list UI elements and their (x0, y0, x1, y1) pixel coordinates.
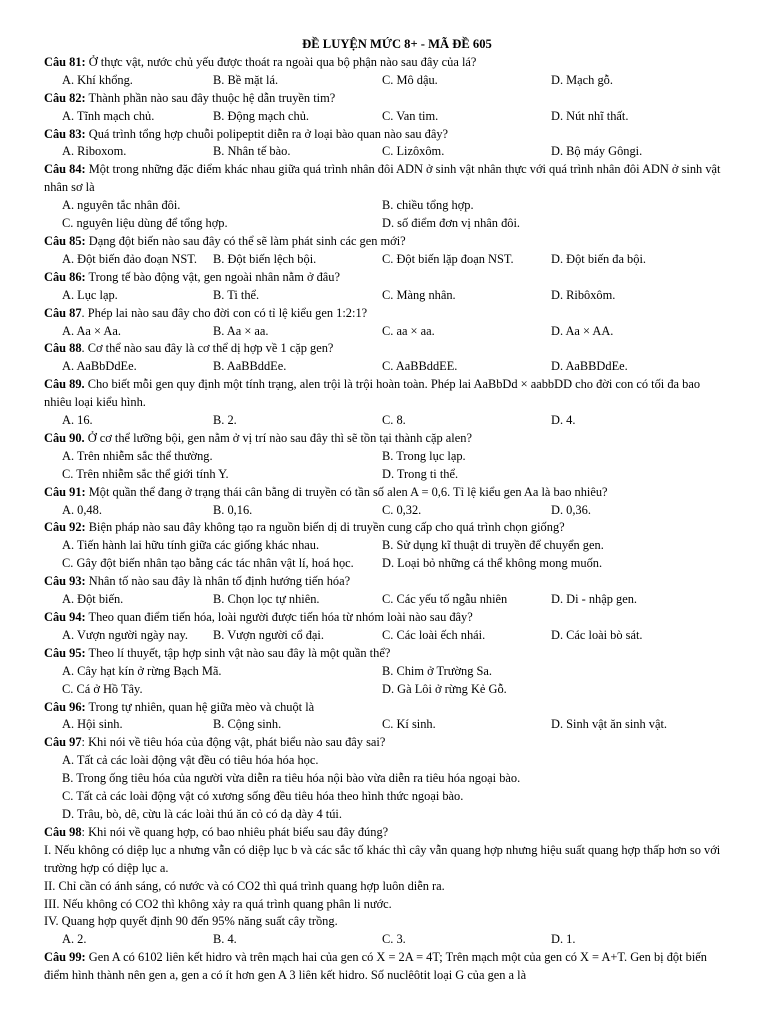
option-b: B. 4. (213, 932, 237, 947)
option-c: C. 8. (382, 413, 406, 428)
question-84 (44, 161, 730, 197)
option-c: C. 3. (382, 932, 406, 947)
question-text: Cho biết mỗi gen quy định một tính trạng, alen trội là trội hoàn toàn. Phép lai AaBbDd × aabbDD cho đời con có tối đa bao nhiêu loại kiểu hình. (44, 377, 701, 410)
option-a: A. Trên nhiễm sắc thể thường. (62, 448, 213, 463)
option-b: B. Bề mặt lá. (213, 72, 279, 87)
answer-row (44, 108, 730, 126)
answer-row (44, 72, 730, 90)
question-83 (44, 126, 730, 144)
question-number: Câu 98 (44, 824, 82, 839)
question-96 (44, 699, 730, 717)
option-b: B. Vượn người cổ đại. (213, 627, 324, 642)
page-title: ĐỀ LUYỆN MỨC 8+ - MÃ ĐỀ 605 (302, 37, 492, 51)
question-text: Một quần thể đang ở trạng thái cân bằng di truyền có tần số alen A = 0,6. Tỉ lệ kiểu gen Aa là bao nhiêu? (85, 484, 608, 499)
answer-row (44, 466, 730, 484)
answer-row (44, 663, 730, 681)
option-a: A. nguyên tắc nhân đôi. (62, 198, 181, 213)
question-text: Một trong những đặc điểm khác nhau giữa quá trình nhân đôi ADN ở sinh vật nhân thực với quá trình nhân đôi ADN ở sinh vật nhân sơ là (44, 162, 721, 195)
question-number: Câu 85: (44, 233, 86, 248)
question-number: Câu 88 (44, 341, 82, 356)
question-number: Câu 84: (44, 162, 86, 177)
option-b: B. Aa × aa. (213, 323, 269, 338)
answer-row (44, 323, 730, 341)
answer-row (44, 931, 730, 949)
option-c: C. Trên nhiễm sắc thể giới tính Y. (62, 466, 229, 481)
statement-1: I. Nếu không có diệp lục a nhưng vẫn có diệp lục b và các sắc tố khác thì cây vẫn quang hợp nhưng hiệu suất quang hợp thấp hơn so với trường hợp có diệp lục a. (44, 842, 721, 875)
question-81 (44, 54, 730, 72)
question-86 (44, 269, 730, 287)
option-c: C. Mô dậu. (382, 72, 438, 87)
option-d: D. Nút nhĩ thất. (551, 108, 629, 123)
option-c: C. Kí sinh. (382, 717, 436, 732)
question-text: Ở cơ thể lưỡng bội, gen nằm ở vị trí nào sau đây thì sẽ tồn tại thành cặp alen? (84, 430, 472, 445)
question-text: . Phép lai nào sau đây cho đời con có tỉ lệ kiểu gen 1:2:1? (81, 305, 368, 320)
question-number: Câu 86: (44, 269, 86, 284)
option-b: B. Chọn lọc tự nhiên. (213, 592, 320, 607)
option-a: A. Tiến hành lai hữu tính giữa các giống khác nhau. (62, 538, 320, 553)
option-a: A. 16. (62, 413, 93, 428)
question-87 (44, 305, 730, 323)
question-93 (44, 573, 730, 591)
option-a: A. Cây hạt kín ở rừng Bạch Mã. (62, 663, 222, 678)
question-text: Thành phần nào sau đây thuộc hệ dẫn truyền tim? (85, 90, 336, 105)
question-90 (44, 430, 730, 448)
question-85 (44, 233, 730, 251)
option-a: A. Riboxom. (62, 144, 127, 159)
answer-row (44, 555, 730, 573)
option-d: D. Trong ti thể. (382, 466, 459, 481)
option-d: D. Di - nhập gen. (551, 592, 638, 607)
question-text: Nhân tố nào sau đây là nhân tố định hướng tiến hóa? (85, 574, 351, 589)
option-d: D. AaBBDdEe. (551, 359, 628, 374)
answer-row (44, 251, 730, 269)
option-a: A. Đột biến đảo đoạn NST. (62, 251, 198, 266)
option-d: D. Ribôxôm. (551, 287, 616, 302)
option-b: B. Trong ống tiêu hóa của người vừa diễn ra tiêu hóa nội bào vừa diễn ra tiêu hóa ngoại bào. (62, 771, 521, 786)
question-text: Theo quan điểm tiến hóa, loài người được tiến hóa từ nhóm loài nào sau đây? (85, 610, 473, 624)
question-number: Câu 82: (44, 90, 86, 105)
option-a: A. Khí khổng. (62, 72, 133, 87)
option-a: A. Hội sinh. (62, 717, 123, 732)
answer-row (44, 197, 730, 215)
question-text: Trong tế bào động vật, gen ngoài nhân nằm ở đâu? (85, 269, 340, 284)
question-text: : Khi nói về tiêu hóa của động vật, phát biểu nào sau đây sai? (81, 735, 386, 750)
question-text: Dạng đột biến nào sau đây có thể sẽ làm phát sinh các gen mới? (85, 233, 406, 248)
option-d: D. Gà Lôi ở rừng Kẻ Gỗ. (382, 681, 507, 696)
question-text: Trong tự nhiên, quan hệ giữa mèo và chuột là (85, 699, 315, 714)
option-c: C. Các loài ếch nhái. (382, 627, 486, 642)
question-number: Câu 97 (44, 735, 82, 750)
question-number: Câu 87 (44, 305, 82, 320)
answer-row (44, 215, 730, 233)
question-92 (44, 519, 730, 537)
option-a: A. Lục lạp. (62, 287, 118, 302)
statement-2: II. Chỉ cần có ánh sáng, có nước và có CO2 thì quá trình quang hợp luôn diễn ra. (44, 878, 445, 893)
option-d: D. Sinh vật ăn sinh vật. (551, 717, 667, 732)
option-c: C. Van tim. (382, 108, 439, 123)
option-c: C. Lizôxôm. (382, 144, 445, 159)
option-d: D. 4. (551, 413, 576, 428)
answer-row (44, 448, 730, 466)
option-a: A. Tất cả các loài động vật đều có tiêu hóa hóa học. (62, 753, 319, 768)
question-99 (44, 949, 730, 985)
option-b: B. Trong lục lạp. (382, 448, 466, 463)
question-text: : Khi nói về quang hợp, có bao nhiêu phát biểu sau đây đúng? (81, 824, 389, 839)
option-c: C. Tất cả các loài động vật có xương sống đều tiêu hóa theo hình thức ngoại bào. (62, 789, 464, 804)
question-number: Câu 93: (44, 574, 86, 589)
question-91 (44, 484, 730, 502)
question-text: Gen A có 6102 liên kết hidro và trên mạch hai của gen có X = 2A = 4T; Trên mạch một của gen có X = A+T. Gen bị đột biến điểm hình thành nên gen a, gen a có ít hơn gen A 3 liên kết hidro. Số nuclêôtit loại G của gen a là (44, 950, 707, 983)
option-c: C. Gây đột biến nhân tạo bằng các tác nhân vật lí, hoá học. (62, 556, 354, 571)
answer-row (44, 537, 730, 555)
option-d: D. Loại bỏ những cá thể không mong muốn. (382, 556, 603, 571)
option-b: B. Sử dụng kĩ thuật di truyền để chuyển gen. (382, 538, 604, 553)
option-c: C. Đột biến lặp đoạn NST. (382, 251, 514, 266)
question-number: Câu 89. (44, 377, 85, 392)
option-b: B. 2. (213, 413, 237, 428)
question-number: Câu 94: (44, 610, 86, 624)
statement-4: IV. Quang hợp quyết định 90 đến 95% năng suất cây trồng. (44, 914, 338, 929)
answer-row (44, 412, 730, 430)
option-a: A. Tĩnh mạch chủ. (62, 108, 155, 123)
option-b: B. 0,16. (213, 502, 253, 517)
question-text: Theo lí thuyết, tập hợp sinh vật nào sau đây là một quần thể? (85, 645, 391, 660)
question-95 (44, 645, 730, 663)
question-number: Câu 95: (44, 645, 86, 660)
option-c: C. Các yếu tố ngẫu nhiên (382, 592, 508, 607)
option-d: D. Trâu, bò, dê, cừu là các loài thú ăn cỏ có dạ dày 4 túi. (62, 806, 342, 821)
option-b: B. Chim ở Trường Sa. (382, 663, 493, 678)
question-text: Ở thực vật, nước chủ yếu được thoát ra ngoài qua bộ phận nào sau đây của lá? (85, 54, 477, 69)
question-89 (44, 376, 730, 412)
option-d: D. Đột biến đa bội. (551, 251, 646, 266)
exam-page (44, 36, 730, 985)
question-number: Câu 96: (44, 699, 86, 714)
option-d: D. Các loài bò sát. (551, 627, 643, 642)
question-82 (44, 90, 730, 108)
option-c: C. Màng nhân. (382, 287, 456, 302)
question-94 (44, 609, 730, 627)
option-b: B. Cộng sinh. (213, 717, 282, 732)
question-number: Câu 81: (44, 54, 86, 69)
option-c: C. AaBBddEE. (382, 359, 458, 374)
option-b: B. chiều tổng hợp. (382, 198, 474, 213)
question-number: Câu 83: (44, 126, 86, 141)
option-d: D. số điểm đơn vị nhân đôi. (382, 216, 521, 231)
question-number: Câu 90. (44, 430, 85, 445)
option-a: A. Đột biến. (62, 592, 124, 607)
question-number: Câu 99: (44, 950, 86, 965)
answer-row (44, 591, 730, 609)
option-a: A. Vượn người ngày nay. (62, 627, 188, 642)
option-a: A. AaBbDdEe. (62, 359, 137, 374)
option-b: B. Nhân tế bào. (213, 144, 291, 159)
option-d: D. 0,36. (551, 502, 591, 517)
option-d: D. 1. (551, 932, 576, 947)
option-c: C. Cá ở Hồ Tây. (62, 681, 143, 696)
option-d: D. Mạch gỗ. (551, 72, 613, 87)
answer-row (44, 143, 730, 161)
statement-3: III. Nếu không có CO2 thì không xảy ra quá trình quang phân li nước. (44, 896, 392, 911)
question-number: Câu 92: (44, 520, 86, 535)
option-d: D. Aa × AA. (551, 323, 614, 338)
question-88 (44, 340, 730, 358)
question-98 (44, 824, 730, 842)
answer-row (44, 681, 730, 699)
option-a: A. 0,48. (62, 502, 102, 517)
option-b: B. Đột biến lệch bội. (213, 251, 317, 266)
question-text: . Cơ thể nào sau đây là cơ thể dị hợp về 1 cặp gen? (81, 341, 334, 356)
answer-row (44, 287, 730, 305)
option-c: C. aa × aa. (382, 323, 435, 338)
answer-row (44, 358, 730, 376)
option-c: C. 0,32. (382, 502, 422, 517)
option-d: D. Bộ máy Gôngi. (551, 144, 643, 159)
question-97 (44, 734, 730, 752)
option-c: C. nguyên liệu dùng để tổng hợp. (62, 216, 228, 231)
answer-row (44, 716, 730, 734)
question-text: Biện pháp nào sau đây không tạo ra nguồn biến dị di truyền cung cấp cho quá trình chọn giống? (85, 520, 565, 535)
option-b: B. Động mạch chủ. (213, 108, 310, 123)
option-a: A. Aa × Aa. (62, 323, 121, 338)
question-number: Câu 91: (44, 484, 86, 499)
option-b: B. AaBBddEe. (213, 359, 287, 374)
answer-row (44, 627, 730, 645)
option-b: B. Ti thể. (213, 287, 260, 302)
question-text: Quá trình tổng hợp chuỗi polipeptit diễn ra ở loại bào quan nào sau đây? (85, 126, 449, 141)
answer-row (44, 502, 730, 520)
option-a: A. 2. (62, 932, 87, 947)
